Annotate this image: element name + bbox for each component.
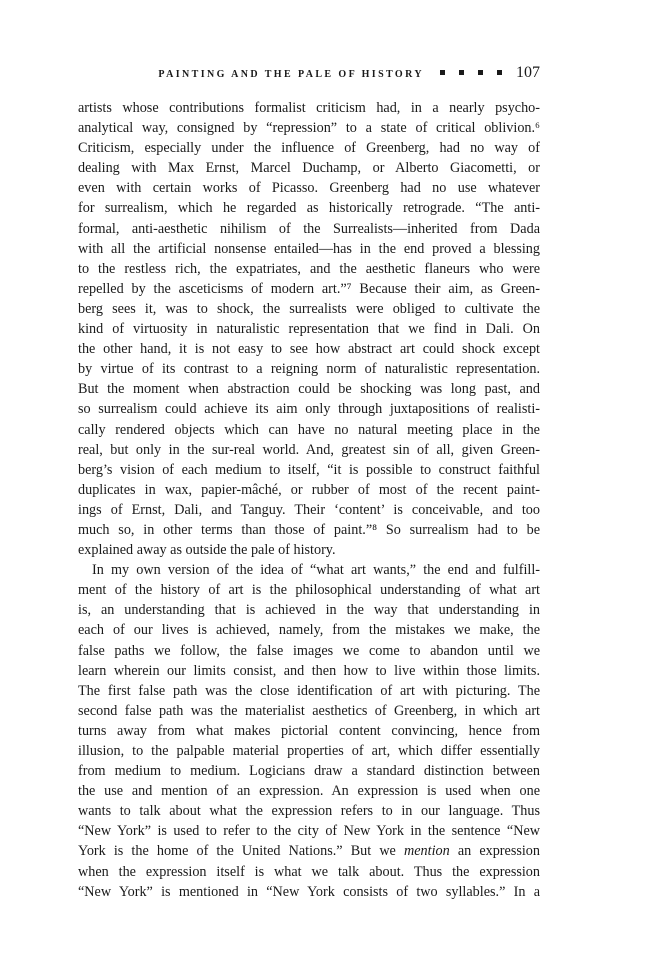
text-line: duplicates in wax, papier-mâché, or rubber of most of the recent paint-	[78, 481, 540, 498]
text-line: ings of Ernst, Dali, and Tanguy. Their ‘content’ is conceivable, and too	[78, 501, 540, 518]
square-bullet-icon	[497, 70, 502, 75]
text-line: berg sees it, was to shock, the surrealists were obliged to cultivate the	[78, 300, 540, 317]
text-line: dealing with Max Ernst, Marcel Duchamp, or Alberto Giacometti, or	[78, 160, 540, 177]
running-head-title: PAINTING AND THE PALE OF HISTORY	[158, 69, 424, 80]
text-line	[78, 841, 540, 861]
text-line: kind of virtuosity in naturalistic representation that we find in Dali. On	[78, 321, 540, 338]
text-line: by virtue of its contrast to a reigning norm of naturalistic representation.	[78, 361, 540, 378]
text-line: In my own version of the idea of “what art wants,” the end and fulfill-	[92, 562, 540, 579]
text-line: second false path was the materialist aesthetics of Greenberg, in which art	[78, 702, 540, 719]
body-text	[78, 98, 540, 902]
text-segment: an expression	[449, 843, 540, 860]
square-bullet-icon	[459, 70, 464, 75]
running-head-ornament	[440, 70, 502, 75]
square-bullet-icon	[440, 70, 445, 75]
text-line: But the moment when abstraction could be shocking was long past, and	[78, 381, 540, 398]
text-line: each of our lives is achieved, namely, from the mistakes we make, the	[78, 622, 540, 639]
text-line: false paths we follow, the false images we come to abandon until we	[78, 642, 540, 659]
text-line: ment of the history of art is the philosophical understanding of what art	[78, 582, 540, 599]
text-line: from medium to medium. Logicians draw a standard distinction between	[78, 763, 540, 780]
page-number: 107	[516, 64, 540, 81]
text-line: even with certain works of Picasso. Greenberg had no use whatever	[78, 180, 540, 197]
text-line: when the expression itself is what we talk about. Thus the expression	[78, 863, 540, 880]
text-line: repelled by the asceticisms of modern art.”⁷ Because their aim, as Green-	[78, 280, 540, 297]
text-line: turns away from what makes pictorial content convincing, hence from	[78, 722, 540, 739]
text-line: so surrealism could achieve its aim only through juxtapositions of realisti-	[78, 401, 540, 418]
text-line: is, an understanding that is achieved in the way that understanding in	[78, 602, 540, 619]
square-bullet-icon	[478, 70, 483, 75]
text-line: The first false path was the close identification of art with picturing. The	[78, 682, 540, 699]
text-line: analytical way, consigned by “repression” to a state of critical oblivion.⁶	[78, 120, 540, 137]
emphasized-word: mention	[403, 843, 450, 860]
text-line: formal, anti-aesthetic nihilism of the Surrealists—inherited from Dada	[78, 220, 540, 237]
text-line: artists whose contributions formalist criticism had, in a nearly psycho-	[78, 100, 540, 116]
text-segment: York is the home of the United Nations.” But we	[78, 843, 396, 860]
text-line: “New York” is mentioned in “New York consists of two syllables.” In a	[78, 883, 540, 900]
running-head	[78, 64, 540, 90]
text-line: learn wherein our limits consist, and then how to live within those limits.	[78, 662, 540, 679]
text-line: to the restless rich, the expatriates, and the aesthetic flaneurs who were	[78, 260, 540, 277]
text-line: illusion, to the palpable material properties of art, which differ essentially	[78, 743, 540, 759]
book-page	[78, 64, 540, 902]
text-line: the use and mention of an expression. An expression is used when one	[78, 783, 540, 800]
text-line: Criticism, especially under the influence of Greenberg, had no way of	[78, 140, 540, 157]
text-line: with all the artificial nonsense entailed—has in the end proved a blessing	[78, 240, 540, 257]
text-line: “New York” is used to refer to the city of New York in the sentence “New	[78, 823, 540, 840]
text-line: real, but only in the sur-real world. And, greatest sin of all, given Green-	[78, 441, 540, 458]
text-line: cally rendered objects which can have no natural meeting place in the	[78, 421, 540, 438]
text-line: for surrealism, which he regarded as historically retrograde. “The anti-	[78, 200, 540, 217]
text-line: wants to talk about what the expression refers to in our language. Thus	[78, 803, 540, 820]
text-line: the other hand, it is not easy to see how abstract art could shock except	[78, 341, 540, 358]
text-line: explained away as outside the pale of history.	[78, 542, 336, 559]
text-line: much so, in other terms than those of paint.”⁸ So surrealism had to be	[78, 521, 540, 538]
text-line: berg’s vision of each medium to itself, “it is possible to construct faithful	[78, 461, 540, 478]
